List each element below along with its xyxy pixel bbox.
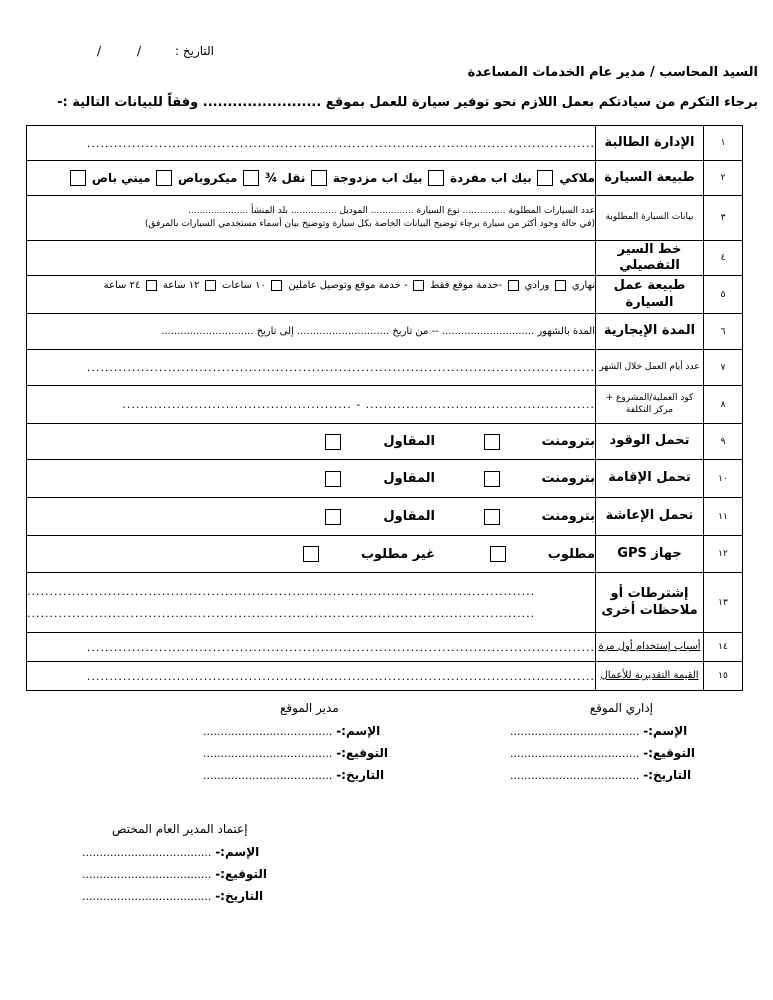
option-label: ميكروباص	[178, 171, 238, 185]
gm-signature-row[interactable]: ..................................... التوقيع:-	[82, 867, 267, 881]
row-label: الإدارة الطالبة	[596, 126, 704, 161]
checkbox[interactable]	[508, 280, 519, 291]
checkbox[interactable]	[243, 170, 259, 186]
option-label: - خدمة موقع وتوصيل عاملين	[288, 279, 408, 291]
table-row	[27, 241, 743, 276]
row-number: ٩	[704, 424, 743, 460]
row-label: تحمل الإعاشة	[596, 498, 704, 536]
site-manager-name-row[interactable]: ..................................... الإسم:-	[203, 724, 381, 738]
date-slash: /	[97, 44, 102, 58]
row-number: ٢	[704, 161, 743, 196]
notes-field[interactable]: ................................................................................................................. .................................................................................................................	[27, 573, 596, 633]
row-label: طبيعة السيارة	[596, 161, 704, 196]
fuel-options	[27, 424, 596, 460]
checkbox[interactable]	[325, 434, 341, 450]
checkbox[interactable]	[311, 170, 327, 186]
row-number: ١	[704, 126, 743, 161]
row-number: ٧	[704, 350, 743, 386]
option-label: نقل ¾	[264, 171, 306, 185]
option-label: المقاول	[383, 509, 435, 524]
option-label: غير مطلوب	[360, 546, 435, 562]
row-label: المدة الإيجارية	[596, 314, 704, 350]
checkbox[interactable]	[271, 280, 282, 291]
table-row	[27, 662, 743, 691]
row-number: ٤	[704, 241, 743, 276]
option-label: بيك اب مفردة	[449, 171, 532, 185]
checkbox[interactable]	[484, 434, 500, 450]
gm-approval-title: إعتماد المدير العام المختص	[112, 822, 248, 836]
site-admin-name-row[interactable]: ..................................... الإسم:-	[510, 724, 688, 738]
catering-options	[27, 498, 596, 536]
option-label: بترومنت	[541, 471, 595, 486]
row-number: ١٥	[704, 662, 743, 691]
option-label: المقاول	[383, 471, 435, 486]
option-label: نهاري	[571, 279, 595, 291]
checkbox[interactable]	[484, 509, 500, 525]
option-label: بيك اب مزدوجة	[332, 171, 423, 185]
row-label: تحمل الإقامة	[596, 460, 704, 498]
option-label: المقاول	[383, 434, 435, 449]
option-label: ميني باص	[91, 171, 151, 185]
option-label: ١٢ ساعة	[162, 279, 200, 291]
checkbox[interactable]	[484, 471, 500, 487]
site-manager-title: مدير الموقع	[280, 701, 339, 715]
table-row	[27, 536, 743, 573]
row-number: ١٠	[704, 460, 743, 498]
date-slash: /	[137, 44, 142, 58]
row-label: عدد أيام العمل خلال الشهر	[596, 350, 704, 386]
gm-name-row[interactable]: ..................................... الإسم:-	[82, 845, 260, 859]
vehicle-details-note: (في حالة وجود أكثر من سيارة برجاء توضيح البيانات الخاصة بكل سيارة وتوضيح بيان أسماء مستخدمي السيارات بالمرفق)	[144, 219, 595, 229]
table-row	[27, 161, 743, 196]
project-code-field[interactable]: ................................................... - ...................................................	[27, 386, 596, 424]
route-field[interactable]	[27, 241, 596, 276]
row-label: كود العملية/المشروع + مركز التكلفة	[596, 386, 704, 424]
vehicle-details-field[interactable]	[27, 196, 596, 241]
first-use-reason-field[interactable]: .................................................................................................................	[27, 633, 596, 662]
table-row	[27, 350, 743, 386]
row-label: جهاز GPS	[596, 536, 704, 573]
checkbox[interactable]	[325, 471, 341, 487]
row-number: ٦	[704, 314, 743, 350]
vehicle-details-line: عدد السيارات المطلوبة ............... نوع السيارة ............... الموديل ................ بلد المنشأ .....................	[188, 205, 595, 216]
row-number: ١٤	[704, 633, 743, 662]
row-number: ٨	[704, 386, 743, 424]
checkbox[interactable]	[205, 280, 216, 291]
option-label: بترومنت	[541, 509, 595, 524]
row-label: تحمل الوقود	[596, 424, 704, 460]
site-admin-date-row[interactable]: ..................................... التاريخ:-	[510, 768, 692, 782]
option-label: -خدمة موقع فقط	[430, 279, 503, 291]
request-form-table	[26, 125, 743, 691]
table-row	[27, 386, 743, 424]
option-label: ملاكي	[559, 171, 595, 185]
row-number: ٥	[704, 276, 743, 314]
site-manager-date-row[interactable]: ..................................... التاريخ:-	[203, 768, 385, 782]
option-label: ١٠ ساعات	[222, 279, 266, 291]
row-label: القيمة التقديرية للأعمال	[596, 662, 704, 691]
checkbox[interactable]	[146, 280, 157, 291]
working-days-field[interactable]: .................................................................................................................	[27, 350, 596, 386]
option-label: ورادي	[524, 279, 550, 291]
checkbox[interactable]	[428, 170, 444, 186]
table-row	[27, 276, 743, 314]
site-admin-signature-row[interactable]: ..................................... التوقيع:-	[510, 746, 695, 760]
requesting-department-field[interactable]: .................................................................................................................	[27, 126, 596, 161]
checkbox[interactable]	[70, 170, 86, 186]
row-label: خط السير التفصيلي	[596, 241, 704, 276]
gm-date-row[interactable]: ..................................... التاريخ:-	[82, 889, 264, 903]
accommodation-options	[27, 460, 596, 498]
row-label: أسباب إستخدام أول مرة	[596, 633, 704, 662]
table-row	[27, 126, 743, 161]
checkbox[interactable]	[156, 170, 172, 186]
vehicle-type-options	[27, 161, 596, 196]
estimated-value-field[interactable]: .................................................................................................................	[27, 662, 596, 691]
table-row	[27, 424, 743, 460]
option-label: مطلوب	[547, 546, 595, 562]
checkbox[interactable]	[303, 546, 319, 562]
row-label: إشترطات أو ملاحظات أخرى	[596, 573, 704, 633]
site-admin-title: إداري الموقع	[589, 701, 653, 715]
table-row	[27, 314, 743, 350]
row-label: بيانات السيارة المطلوبة	[596, 196, 704, 241]
site-manager-signature-row[interactable]: ..................................... التوقيع:-	[203, 746, 388, 760]
checkbox[interactable]	[325, 509, 341, 525]
table-row	[27, 573, 743, 633]
table-row	[27, 633, 743, 662]
option-label: بترومنت	[541, 434, 595, 449]
rental-period-field[interactable]: المدة بالشهور ............................. -- من تاريخ ............................. إلى تاريخ .............................	[27, 314, 596, 350]
date-label: التاريخ :	[175, 44, 215, 58]
checkbox[interactable]	[413, 280, 424, 291]
row-number: ١٣	[704, 573, 743, 633]
addressee: السيد المحاسب / مدير عام الخدمات المساعدة	[467, 65, 758, 80]
checkbox[interactable]	[555, 280, 566, 291]
gps-options	[27, 536, 596, 573]
row-label: طبيعة عمل السيارة	[596, 276, 704, 314]
checkbox[interactable]	[490, 546, 506, 562]
option-label: ٢٤ ساعة	[103, 279, 141, 291]
table-row	[27, 460, 743, 498]
row-number: ١٢	[704, 536, 743, 573]
row-number: ٣	[704, 196, 743, 241]
table-row	[27, 498, 743, 536]
request-line: برجاء التكرم من سيادتكم بعمل اللازم نحو توفير سيارة للعمل بموقع ........................ وفقاً للبيانات التالية :-	[57, 95, 758, 110]
work-nature-options	[27, 276, 596, 314]
table-row	[27, 196, 743, 241]
row-number: ١١	[704, 498, 743, 536]
checkbox[interactable]	[537, 170, 553, 186]
